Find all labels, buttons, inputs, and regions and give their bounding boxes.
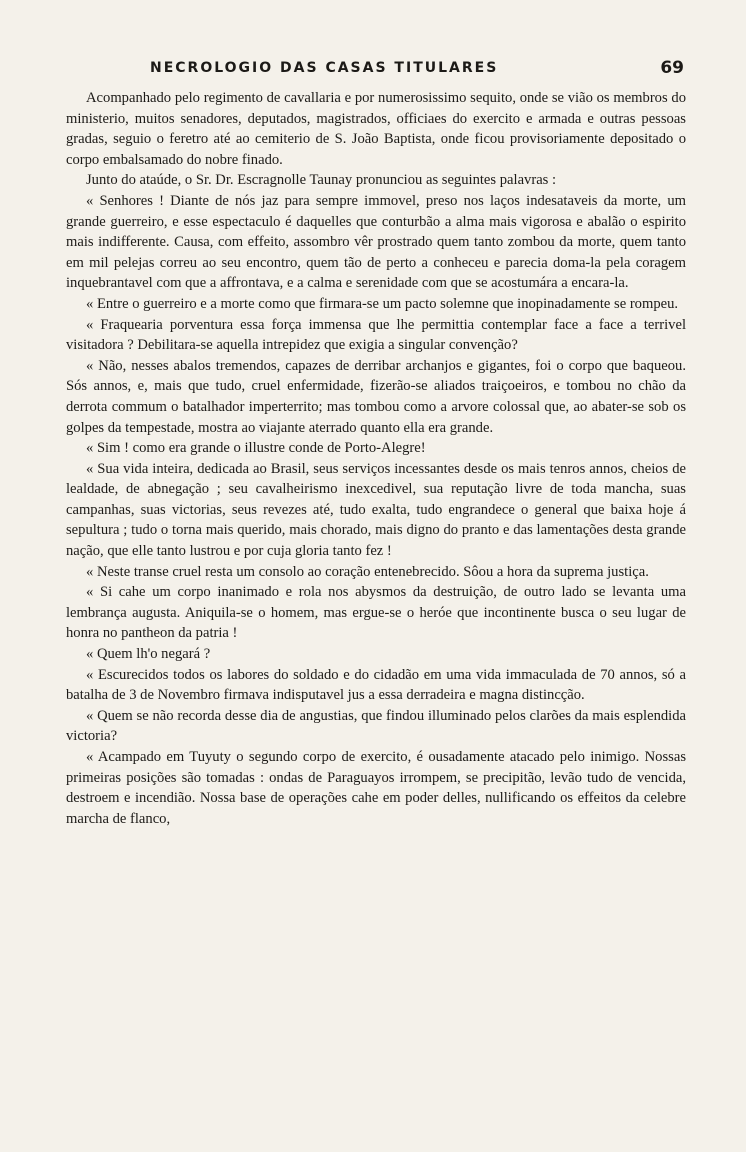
paragraph-question: « Fraquearia porventura essa força immensa que lhe permittia contemplar face a face a terrivel visitadora ? Debilitara-se aquella intrepidez que exigia a singular convenção? [66, 316, 686, 354]
body-text [66, 88, 686, 829]
paragraph-pact: « Entre o guerreiro e a morte como que firmara-se um pacto solemne que inopinadamente se rompeu. [86, 295, 679, 312]
paragraph-who-denies: « Quem lh'o negará ? [86, 646, 211, 663]
page-header [66, 58, 686, 82]
paragraph-fall: « Não, nesses abalos tremendos, capazes de derribar archanjos e gigantes, foi o corpo que baqueou. Sós annos, e, mais que tudo, cruel enfermidade, fizerão-se aliados traiçoeiros, e tombou no chão da derrota commum o batalhador imperterrito; mas tombou como a arvore colossal que, ao abater-se sob os golpes da tempestade, mostra ao viajante aterrado quanto ella era grande. [66, 357, 686, 436]
running-title: NECROLOGIO DAS CASAS TITULARES [150, 60, 499, 76]
paragraph-hero: « Si cahe um corpo inanimado e rola nos abysmos da destruição, de outro lado se levanta uma lembrança augusta. Aniquila-se o homem, mas ergue-se o heróe que incontinente busca o seu lugar de honra no pantheon da patria ! [66, 584, 686, 642]
paragraph-procession: Acompanhado pelo regimento de cavallaria e por numerosissimo sequito, onde se vião os membros do ministerio, muitos senadores, deputados, magistrados, officiaes do exercito e armada e outras pessoas gradas, seguio o feretro até ao cemiterio de S. João Baptista, onde ficou provisoriamente depositado o corpo embalsamado do nobre finado. [66, 90, 686, 168]
paragraph-battle-date: « Escurecidos todos os labores do soldado e do cidadão em uma vida immaculada de 70 annos, só a batalha de 3 de Novembro firmava indisputavel jus a essa derradeira e magna distincção. [66, 666, 686, 704]
paragraph-speech-opening: « Senhores ! Diante de nós jaz para sempre immovel, preso nos laços indesataveis da morte, um grande guerreiro, e esse espectaculo é daquelles que conturbão a alma mais vigorosa e abalão o espirito mais indifferente. Causa, com effeito, assombro vêr prostrado quem tanto zombou da morte, quem tanto em mil pelejas correu ao seu encontro, quem tão de perto a conheceu e parecia doma-la pela coragem inquebrantavel com que a affrontava, e a calma e serenidade com que se acostumára a encara-la. [66, 192, 686, 292]
book-page [66, 58, 686, 1128]
paragraph-tuyuty: « Acampado em Tuyuty o segundo corpo de exercito, é ousadamente atacado pelo inimigo. Nossas primeiras posições são tomadas : ondas de Paraguayos irrompem, se precipitão, levão tudo de vencida, destroem e incendião. Nossa base de operações cahe em poder delles, nullificando os effeitos da celebre marcha de flanco, [66, 749, 686, 827]
page-number: 69 [660, 58, 684, 78]
paragraph-speech-intro: Junto do ataúde, o Sr. Dr. Escragnolle Taunay pronunciou as seguintes palavras : [86, 172, 557, 189]
paragraph-greatness: « Sim ! como era grande o illustre conde de Porto-Alegre! [86, 440, 426, 457]
paragraph-consolation: « Neste transe cruel resta um consolo ao coração entenebrecido. Sôou a hora da suprema justiça. [86, 563, 649, 580]
paragraph-remember: « Quem se não recorda desse dia de angustias, que findou illuminado pelos clarões da mais esplendida victoria? [66, 707, 686, 745]
paragraph-life: « Sua vida inteira, dedicada ao Brasil, seus serviços incessantes desde os mais tenros annos, cheios de lealdade, de abnegação ; seu cavalheirismo inexcedivel, sua reputação livre de toda mancha, suas campanhas, suas victorias, seus revezes até, tudo exalta, tudo engrandece o general que baixa hoje á sepultura ; tudo o torna mais querido, mais chorado, mais digno do pranto e das lamentações desta grande nação, que elle tanto lustrou e por cuja gloria tanto fez ! [66, 460, 686, 560]
